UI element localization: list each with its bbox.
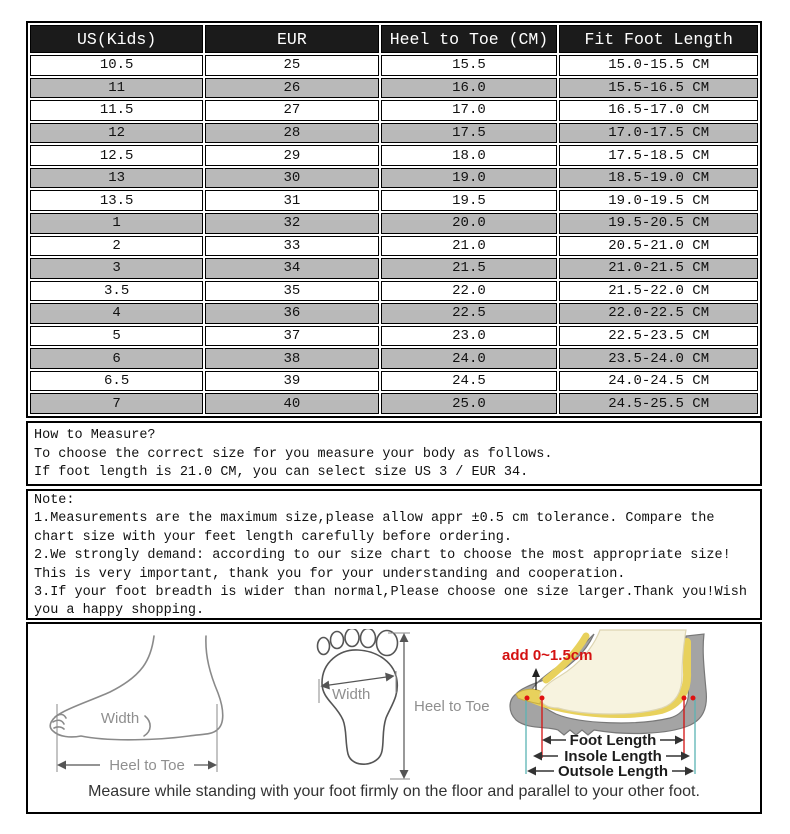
table-cell: 23.5-24.0 CM: [559, 348, 758, 369]
table-cell: 22.0: [381, 281, 558, 302]
table-row: [30, 190, 758, 211]
table-row: [30, 371, 758, 392]
table-row: [30, 348, 758, 369]
note-item-2: 2.We strongly demand: according to our size chart to choose the most appropriate size! This is very important, thank you for your understanding and cooperation.: [34, 548, 731, 582]
table-cell: 19.5: [381, 190, 558, 211]
toe-sketch-lines: [53, 714, 66, 729]
table-cell: 34: [205, 258, 378, 279]
table-cell: 38: [205, 348, 378, 369]
table-cell: 12.5: [30, 145, 203, 166]
table-row: [30, 281, 758, 302]
measure-caption: Measure while standing with your foot firmly on the floor and parallel to your other foot.: [88, 783, 700, 800]
table-cell: 19.5-20.5 CM: [559, 213, 758, 234]
header-heel-to-toe: Heel to Toe (CM): [381, 25, 558, 53]
table-cell: 21.0-21.5 CM: [559, 258, 758, 279]
table-cell: 35: [205, 281, 378, 302]
table-row: [30, 168, 758, 189]
side-width-label: Width: [100, 710, 140, 727]
table-row: [30, 303, 758, 324]
table-cell: 17.5-18.5 CM: [559, 145, 758, 166]
footprint-diagram: [310, 629, 510, 787]
table-cell: 40: [205, 393, 378, 414]
table-cell: 23.0: [381, 326, 558, 347]
table-header-row: [30, 25, 758, 53]
table-cell: 24.5-25.5 CM: [559, 393, 758, 414]
big-toe: [377, 631, 398, 656]
table-cell: 24.0-24.5 CM: [559, 371, 758, 392]
toe-3: [345, 629, 359, 647]
how-to-measure-box: [26, 421, 762, 486]
table-cell: 21.5-22.0 CM: [559, 281, 758, 302]
note-item-1: 1.Measurements are the maximum size,please allow appr ±0.5 cm tolerance. Compare the chart size with your feet length carefully before ordering.: [34, 511, 715, 545]
foot-shape: [540, 630, 686, 714]
table-cell: 1: [30, 213, 203, 234]
table-cell: 17.0: [381, 100, 558, 121]
size-table-box: [26, 21, 762, 418]
table-row: [30, 55, 758, 76]
table-cell: 24.5: [381, 371, 558, 392]
side-length-label: Heel to Toe: [109, 757, 185, 774]
table-cell: 6.5: [30, 371, 203, 392]
table-cell: 22.0-22.5 CM: [559, 303, 758, 324]
table-cell: 11: [30, 78, 203, 99]
table-cell: 6: [30, 348, 203, 369]
table-cell: 19.0-19.5 CM: [559, 190, 758, 211]
table-cell: 18.0: [381, 145, 558, 166]
print-width-label: Width: [332, 686, 371, 703]
add-tolerance-label: add 0~1.5cm: [502, 647, 593, 664]
table-cell: 32: [205, 213, 378, 234]
table-row: [30, 258, 758, 279]
gap-arrowhead: [532, 668, 540, 677]
table-cell: 26: [205, 78, 378, 99]
table-cell: 5: [30, 326, 203, 347]
table-cell: 21.0: [381, 236, 558, 257]
howto-title: How to Measure?: [34, 428, 156, 443]
table-row: [30, 213, 758, 234]
header-fit-foot-length: Fit Foot Length: [559, 25, 758, 53]
table-cell: 13: [30, 168, 203, 189]
table-row: [30, 145, 758, 166]
table-cell: 28: [205, 123, 378, 144]
insole-length-label: Insole Length: [564, 748, 662, 765]
note-title: Note:: [34, 493, 75, 508]
outsole-length-label: Outsole Length: [558, 763, 668, 780]
table-cell: 19.0: [381, 168, 558, 189]
table-cell: 10.5: [30, 55, 203, 76]
measure-diagram-box: [26, 622, 762, 814]
table-cell: 2: [30, 236, 203, 257]
print-length-label: Heel to Toe: [414, 698, 490, 715]
foot-length-label: Foot Length: [569, 732, 657, 749]
header-us-kids: US(Kids): [30, 25, 203, 53]
note-item-3: 3.If your foot breadth is wider than normal,Please choose one size larger.Thank you!Wish you a happy shopping.: [34, 585, 747, 619]
table-row: [30, 236, 758, 257]
table-cell: 12: [30, 123, 203, 144]
table-cell: 3: [30, 258, 203, 279]
table-cell: 20.0: [381, 213, 558, 234]
toe-5: [318, 638, 330, 655]
table-cell: 25: [205, 55, 378, 76]
table-cell: 31: [205, 190, 378, 211]
table-cell: 3.5: [30, 281, 203, 302]
howto-line1: To choose the correct size for you measure your body as follows.: [34, 446, 553, 462]
table-cell: 25.0: [381, 393, 558, 414]
table-row: [30, 123, 758, 144]
table-cell: 20.5-21.0 CM: [559, 236, 758, 257]
table-cell: 22.5: [381, 303, 558, 324]
table-cell: 39: [205, 371, 378, 392]
table-cell: 33: [205, 236, 378, 257]
table-row: [30, 326, 758, 347]
table-cell: 7: [30, 393, 203, 414]
header-eur: EUR: [205, 25, 378, 53]
table-cell: 15.5: [381, 55, 558, 76]
table-row: [30, 78, 758, 99]
instep-bracket: [144, 716, 150, 736]
shoe-section-diagram: [496, 628, 736, 798]
table-cell: 29: [205, 145, 378, 166]
note-box: [26, 489, 762, 620]
table-cell: 24.0: [381, 348, 558, 369]
table-cell: 36: [205, 303, 378, 324]
table-cell: 11.5: [30, 100, 203, 121]
table-cell: 21.5: [381, 258, 558, 279]
table-cell: 37: [205, 326, 378, 347]
table-cell: 16.0: [381, 78, 558, 99]
table-cell: 18.5-19.0 CM: [559, 168, 758, 189]
toe-2: [361, 629, 376, 648]
table-cell: 22.5-23.5 CM: [559, 326, 758, 347]
table-cell: 15.5-16.5 CM: [559, 78, 758, 99]
table-cell: 16.5-17.0 CM: [559, 100, 758, 121]
table-row: [30, 100, 758, 121]
table-cell: 27: [205, 100, 378, 121]
table-cell: 13.5: [30, 190, 203, 211]
table-cell: 30: [205, 168, 378, 189]
table-cell: 15.0-15.5 CM: [559, 55, 758, 76]
sole-outline: [322, 650, 397, 764]
table-row: [30, 393, 758, 414]
size-chart-table: [28, 23, 760, 416]
table-cell: 4: [30, 303, 203, 324]
size-table-body: [30, 55, 758, 414]
toe-4: [331, 632, 344, 649]
side-foot-diagram: [42, 632, 252, 784]
table-cell: 17.5: [381, 123, 558, 144]
howto-line2: If foot length is 21.0 CM, you can select size US 3 / EUR 34.: [34, 465, 529, 480]
table-cell: 17.0-17.5 CM: [559, 123, 758, 144]
